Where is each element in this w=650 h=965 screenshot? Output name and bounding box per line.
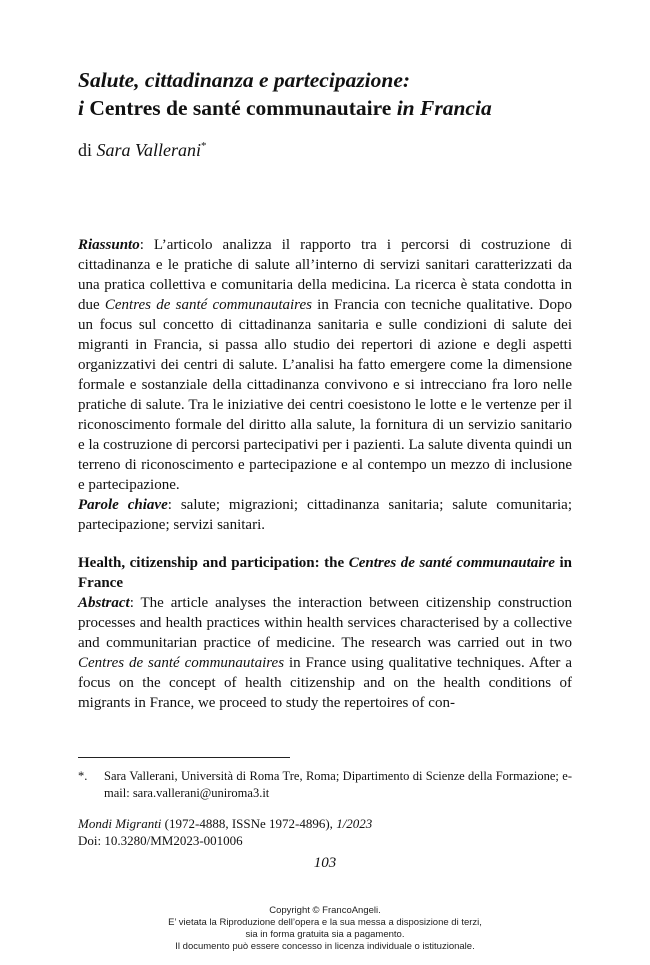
footnote (78, 768, 572, 802)
abstract-text-italic: Centres de santé communautaires (78, 655, 285, 671)
article-title (78, 66, 572, 122)
english-title-italic: Centres de santé communautaire (348, 555, 555, 571)
parole-chiave-paragraph (78, 495, 572, 535)
abstract-text-b: in France using qualitative techniques. After a focus on the concept of health citizenship and on the health conditions of migrants in France, we proceed to study the repertoires of con- (78, 655, 572, 711)
author-prefix: di (78, 140, 97, 160)
journal-info (78, 815, 572, 849)
footnote-text: Sara Vallerani, Università di Roma Tre, Roma; Dipartimento di Scienze della Formazione; e-mail: sara.vallerani@uniroma3.it (104, 769, 572, 800)
title-line-2-prefix: i (78, 96, 90, 120)
abstract-label: Abstract (78, 595, 130, 611)
page-number: 103 (313, 855, 337, 871)
copyright-notice (0, 905, 650, 953)
riassunto-label: Riassunto (78, 237, 140, 253)
abstract-text-a: : The article analyses the interaction between citizenship construction processes and health practices within health services characterised by a collective and communitarian practice of medicine. The research was carried out in two (78, 595, 572, 651)
riassunto-text-b: in Francia con tecniche qualitative. Dopo un focus sul concetto di cittadinanza sanitaria e sulle condizioni di salute dei migranti in Francia, si passa allo studio dei repertori di azione e degli aspetti organizzativi dei centri di salute. L’analisi ha fatto emergere come la dimensione formale e sostanziale della cittadinanza convivono e si intrecciano fra loro nelle pratiche di salute. Tra le iniziative dei centri coesistono le lotte e le vertenze per il riconoscimento formale del diritto alla salute, la fornitura di un servizio sanitario e la costruzione di percorsi partecipativi per i pazienti. La salute diventa quindi un terreno di riconoscimento e partecipazione e al contempo un mezzo di inclusione e partecipazione. (78, 297, 572, 493)
journal-name: Mondi Migranti (78, 816, 162, 831)
english-title-pre: Health, citizenship and participation: the (78, 555, 349, 571)
title-line-2-main: Centres de santé communautaire (89, 96, 392, 120)
parole-chiave-text: : salute; migrazioni; cittadinanza sanitaria; salute comunitaria; partecipazione; servizi sanitari. (78, 497, 573, 533)
author-line (78, 134, 572, 162)
copyright-line-3: sia in forma gratuita sia a pagamento. (245, 929, 405, 940)
footnote-mark: *. (78, 769, 88, 783)
riassunto-paragraph (78, 235, 572, 495)
title-line-1: Salute, cittadinanza e partecipazione: (78, 68, 411, 92)
copyright-line-2: E’ vietata la Riproduzione dell’opera e la sua messa a disposizione di terzi, (168, 917, 482, 928)
riassunto-text-a: : L’articolo analizza il rapporto tra i percorsi di costruzione di cittadinanza e le pratiche di salute all’interno di servizi sanitari caratterizzati da una pratica collettiva e comunitaria della medicina. La ricerca è stata condotta in due (78, 237, 572, 313)
english-title (78, 553, 572, 593)
parole-chiave-label: Parole chiave (78, 497, 168, 513)
copyright-line-4: Il documento può essere concesso in licenza individuale o istituzionale. (175, 941, 475, 952)
journal-issue: 1/2023 (336, 816, 373, 831)
author-name: Sara Vallerani (96, 140, 202, 160)
article-body (78, 66, 572, 713)
author-footnote-mark: * (201, 140, 207, 152)
journal-issn: (1972-4888, ISSNe 1972-4896), (161, 816, 337, 831)
journal-doi: Doi: 10.3280/MM2023-001006 (78, 833, 243, 848)
english-title-post: in France (78, 555, 572, 591)
title-line-2-suffix: in Francia (391, 96, 492, 120)
footnote-divider (78, 757, 290, 758)
riassunto-text-italic: Centres de santé communautaires (104, 297, 312, 313)
abstract-paragraph (78, 593, 572, 713)
copyright-line-1: Copyright © FrancoAngeli. (269, 905, 381, 916)
